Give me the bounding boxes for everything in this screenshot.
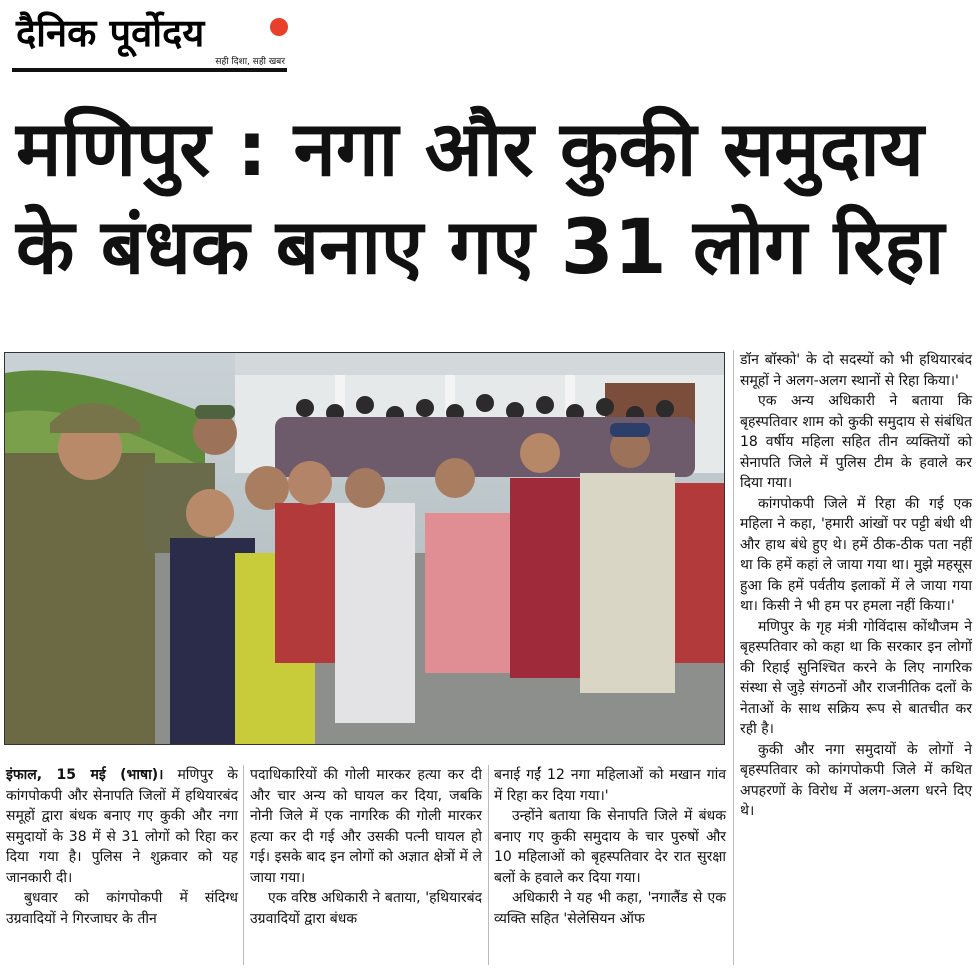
article-column-2	[250, 765, 482, 929]
article-paragraph: मणिपुर के गृह मंत्री गोविंदास कोंथौजम ने बृहस्पतिवार को कहा था कि सरकार इन लोगों की रिहाई सुनिश्चित करने के लिए नागरिक संस्था से जुड़े संगठनों और राजनीतिक दलों के नेताओं के साथ सक्रिय रूप से बातचीत कर रही है।	[740, 618, 972, 737]
article-paragraph: बुधवार को कांगपोकपी में संदिग्ध उग्रवादियों ने गिरजाघर के तीन	[6, 890, 238, 927]
column-divider	[733, 350, 734, 965]
tagline: सही दिशा, सही खबर	[215, 57, 285, 67]
article-paragraph: पदाधिकारियों की गोली मारकर हत्या कर दी और चार अन्य को घायल कर दिया, जबकि नोनी जिले में एक नागरिक की गोली मारकर हत्या कर दी गई और उसकी पत्नी घायल हो गई। इसके बाद इन लोगों को अज्ञात क्षेत्रों में ले जाया गया।	[250, 767, 482, 886]
article-paragraph: अधिकारी ने यह भी कहा, 'नगालैंड से एक व्यक्ति सहित 'सेलेसियन ऑफ	[494, 890, 726, 927]
article-paragraph: इंफाल, 15 मई (भाषा)। मणिपुर के कांगपोकपी और सेनापति जिलों में हथियारबंद समूहों द्वारा बंधक बनाए गए कुकी और नगा समुदायों के 38 में से 31 लोगों को रिहा कर दिया गया है। पुलिस ने शुक्रवार को यह जानकारी दी।	[6, 767, 238, 886]
masthead	[12, 8, 287, 72]
headline-line-2: के बंधक बनाए गए 31 लोग रिहा	[16, 202, 945, 291]
news-photo	[4, 352, 725, 745]
dateline: इंफाल, 15 मई (भाषा)।	[6, 767, 164, 783]
article-paragraph: कुकी और नगा समुदायों के लोगों ने बृहस्पतिवार को कांगपोकपी जिले में कथित अपहरणों के विरोध में अलग-अलग धरने दिए थे।	[740, 741, 972, 819]
article-column-1	[6, 765, 238, 929]
masthead-rule	[12, 68, 287, 72]
column-divider	[243, 765, 244, 965]
article-column-4	[740, 350, 972, 822]
article-paragraph: बनाई गईं 12 नगा महिलाओं को मखान गांव में रिहा कर दिया गया।'	[494, 767, 726, 804]
headline-line-1: मणिपुर : नगा और कुकी समुदाय	[16, 104, 924, 193]
newspaper-logo: दैनिक पूर्वोदय	[16, 10, 205, 55]
article-paragraph: उन्होंने बताया कि सेनापति जिले में बंधक बनाए गए कुकी समुदाय के चार पुरुषों और 10 महिलाओं को बृहस्पतिवार देर रात सुरक्षा बलों के हवाले कर दिया गया।	[494, 808, 726, 886]
article-paragraph: कांगपोकपी जिले में रिहा की गई एक महिला ने कहा, 'हमारी आंखों पर पट्टी बंधी थी और हाथ बंधे हुए थे। हमें ठीक-ठीक पता नहीं था कि हमें कहां ले जाया गया था। मुझे महसूस हुआ कि हमें पर्वतीय इलाकों में ले जाया गया था। किसी ने भी हम पर हमला नहीं किया।'	[740, 495, 972, 614]
article-paragraph: एक वरिष्ठ अधिकारी ने बताया, 'हथियारबंद उग्रवादियों द्वारा बंधक	[250, 890, 482, 927]
article-column-3	[494, 765, 726, 929]
article-paragraph: डॉन बॉस्को' के दो सदस्यों को भी हथियारबंद समूहों ने अलग-अलग स्थानों से रिहा किया।'	[740, 352, 972, 389]
article-paragraph: एक अन्य अधिकारी ने बताया कि बृहस्पतिवार शाम को कुकी समुदाय से संबंधित 18 वर्षीय महिला सहित तीन व्यक्तियों को सेनापति जिले में पुलिस टीम के हवाले कर दिया गया।	[740, 393, 972, 491]
headline	[16, 100, 966, 296]
column-divider	[488, 765, 489, 965]
logo-dot-icon	[270, 18, 288, 36]
photo-illustration	[5, 353, 725, 745]
